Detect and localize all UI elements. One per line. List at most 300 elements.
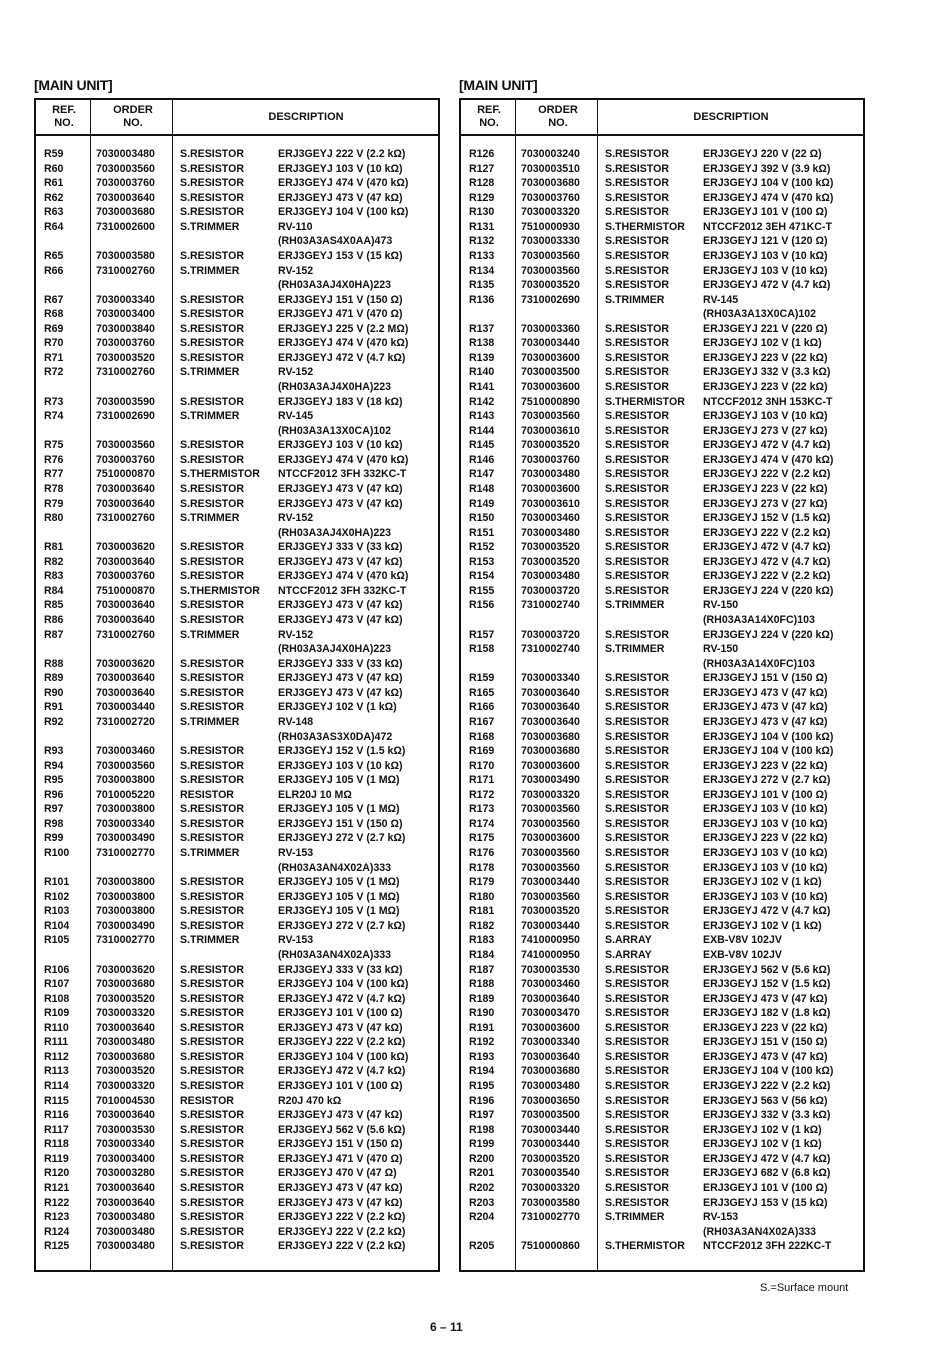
part-value-cell: (RH03A3AN4X02A)333 — [278, 948, 392, 961]
order-no-cell: 7030003680 — [521, 1065, 580, 1078]
part-type-cell: S.RESISTOR — [605, 890, 669, 903]
part-value-cell: ERJ3GEYJ 472 V (4.7 kΩ) — [703, 1152, 831, 1165]
ref-no-cell: R167 — [469, 715, 495, 728]
order-no-cell: 7030003620 — [96, 963, 155, 976]
order-no-cell — [92, 730, 174, 745]
part-type-cell: S.TRIMMER — [605, 599, 665, 612]
part-value-cell: ERJ3GEYJ 152 V (1.5 kΩ) — [703, 512, 831, 525]
table-row — [36, 482, 438, 497]
table-row — [461, 424, 863, 439]
ref-no-cell: R105 — [44, 934, 70, 947]
order-no-cell: 7510000890 — [521, 395, 580, 408]
part-value-cell: (RH03A3AS4X0AA)473 — [278, 235, 393, 248]
part-type-cell: S.RESISTOR — [180, 759, 244, 772]
ref-no-cell: R165 — [469, 686, 495, 699]
order-no-cell: 7010005220 — [96, 788, 155, 801]
ref-no-cell: R113 — [44, 1065, 69, 1078]
part-type-cell: S.RESISTOR — [180, 1007, 244, 1020]
table-row — [36, 730, 438, 745]
ref-no-cell: R136 — [469, 293, 495, 306]
ref-no-cell: R75 — [44, 439, 64, 452]
table-row — [461, 1064, 863, 1079]
ref-no-cell: R181 — [469, 905, 495, 918]
part-type-cell: S.RESISTOR — [605, 453, 669, 466]
order-no-cell: 7310002690 — [521, 293, 580, 306]
table-row — [36, 293, 438, 308]
table-row — [461, 919, 863, 934]
part-type-cell: S.RESISTOR — [605, 963, 669, 976]
order-no-cell: 7030003280 — [96, 1167, 155, 1180]
table-row — [36, 744, 438, 759]
order-no-cell: 7030003520 — [521, 541, 580, 554]
order-no-cell: 7030003760 — [96, 177, 155, 190]
part-value-cell: ERJ3GEYJ 222 V (2.2 kΩ) — [703, 526, 831, 539]
part-value-cell: ERJ3GEYJ 222 V (2.2 kΩ) — [703, 468, 831, 481]
table-row — [461, 584, 863, 599]
part-type-cell: S.RESISTOR — [605, 381, 669, 393]
ref-no-cell: R121 — [44, 1181, 70, 1194]
ref-no-cell: R134 — [469, 264, 495, 277]
table-row — [36, 1166, 438, 1181]
order-no-cell: 7030003520 — [521, 905, 580, 918]
table-row — [36, 919, 438, 934]
order-no-cell: 7030003560 — [96, 439, 155, 452]
table-row — [36, 933, 438, 948]
ref-no-cell: R169 — [469, 745, 495, 758]
table-row — [461, 1123, 863, 1138]
order-no-cell: 7030003460 — [521, 512, 580, 525]
ref-no-cell: R76 — [44, 453, 64, 466]
ref-no-cell: R98 — [44, 817, 64, 830]
order-no-cell: 7510000930 — [521, 220, 580, 233]
table-row — [36, 831, 438, 846]
order-no-cell — [517, 307, 599, 322]
order-no-cell: 7030003440 — [521, 337, 580, 350]
part-value-cell: (RH03A3A14X0FC)103 — [703, 614, 815, 626]
table-row — [36, 1035, 438, 1050]
part-type-cell: S.RESISTOR — [180, 832, 244, 845]
part-type-cell: S.RESISTOR — [180, 1080, 244, 1092]
ref-no-cell: R199 — [469, 1138, 495, 1151]
ref-no-cell: R137 — [469, 322, 495, 335]
part-value-cell: ERJ3GEYJ 103 V (10 kΩ) — [703, 249, 828, 262]
table-row — [36, 963, 438, 978]
part-type-cell: S.TRIMMER — [180, 512, 240, 525]
part-type-cell: S.ARRAY — [605, 948, 652, 961]
order-no-cell: 7030003640 — [96, 191, 155, 204]
part-value-cell: ELR20J 10 MΩ — [278, 788, 352, 801]
order-no-cell: 7030003680 — [521, 745, 580, 758]
order-no-cell: 7030003640 — [96, 1021, 155, 1034]
part-value-cell: ERJ3GEYJ 272 V (2.7 kΩ) — [278, 919, 406, 932]
part-type-cell: S.RESISTOR — [605, 512, 669, 525]
part-value-cell: EXB-V8V 102JV — [703, 934, 782, 947]
part-value-cell: NTCCF2012 3FH 332KC-T — [278, 584, 407, 597]
ref-no-cell: R148 — [469, 482, 495, 495]
table-row — [36, 1094, 438, 1109]
part-value-cell: ERJ3GEYJ 333 V (33 kΩ) — [278, 541, 403, 554]
part-type-cell: S.RESISTOR — [605, 861, 669, 874]
table-row — [461, 1137, 863, 1152]
ref-no-cell: R117 — [44, 1123, 69, 1136]
part-value-cell: RV-152 — [278, 512, 314, 525]
table-row — [461, 293, 863, 308]
part-type-cell: S.RESISTOR — [605, 206, 669, 219]
ref-no-cell: R81 — [44, 541, 64, 554]
ref-no-cell: R195 — [469, 1080, 495, 1092]
order-no-cell: 7310002770 — [521, 1211, 580, 1224]
order-no-cell — [517, 1225, 599, 1240]
ref-no-cell: R114 — [44, 1080, 69, 1092]
part-type-cell: S.RESISTOR — [180, 351, 244, 364]
table-row — [461, 890, 863, 905]
ref-no-cell: R82 — [44, 555, 64, 568]
table-row — [461, 467, 863, 482]
order-no-cell: 7030003320 — [96, 1080, 155, 1092]
part-value-cell: ERJ3GEYJ 473 V (47 kΩ) — [703, 701, 828, 714]
order-no-cell: 7030003530 — [521, 963, 580, 976]
ref-no-cell: R192 — [469, 1036, 495, 1049]
part-value-cell: RV-110 — [278, 220, 313, 233]
part-value-cell: (RH03A3AN4X02A)333 — [703, 1225, 817, 1238]
ref-no-cell: R84 — [44, 584, 64, 597]
part-type-cell: S.RESISTOR — [605, 1138, 669, 1151]
ref-no-cell: R183 — [469, 934, 495, 947]
part-value-cell: NTCCF2012 3NH 153KC-T — [703, 395, 833, 408]
part-value-cell: ERJ3GEYJ 105 V (1 MΩ) — [278, 803, 400, 816]
part-type-cell: S.RESISTOR — [605, 715, 669, 728]
table-row — [461, 598, 863, 613]
order-no-cell: 7030003560 — [521, 410, 580, 423]
part-type-cell: S.RESISTOR — [180, 978, 244, 991]
table-row — [36, 540, 438, 555]
order-no-cell: 7030003480 — [521, 526, 580, 539]
table-row — [36, 555, 438, 570]
part-value-cell: ERJ3GEYJ 392 V (3.9 kΩ) — [703, 162, 831, 175]
parts-table — [459, 98, 865, 1272]
table-row — [36, 642, 438, 657]
part-type-cell: S.RESISTOR — [605, 1196, 669, 1209]
ref-no-cell: R189 — [469, 992, 495, 1005]
order-no-cell: 7310002760 — [96, 512, 155, 525]
part-type-cell: S.RESISTOR — [180, 905, 244, 918]
order-no-cell: 7030003520 — [96, 992, 155, 1005]
part-value-cell: ERJ3GEYJ 101 V (100 Ω) — [278, 1007, 403, 1020]
table-row — [461, 1152, 863, 1167]
order-no-cell: 7030003590 — [96, 395, 155, 408]
part-value-cell: ERJ3GEYJ 473 V (47 kΩ) — [278, 497, 403, 510]
part-value-cell: (RH03A3A13X0CA)102 — [278, 424, 392, 437]
table-row — [36, 788, 438, 803]
table-row — [36, 322, 438, 337]
part-type-cell: S.RESISTOR — [180, 1123, 244, 1136]
part-type-cell: S.RESISTOR — [605, 1167, 669, 1180]
table-row — [461, 511, 863, 526]
part-value-cell: ERJ3GEYJ 152 V (1.5 kΩ) — [703, 978, 831, 991]
part-type-cell — [599, 657, 703, 672]
table-row — [36, 395, 438, 410]
part-type-cell: S.RESISTOR — [605, 788, 669, 801]
order-no-cell: 7030003490 — [96, 832, 155, 845]
part-value-cell: ERJ3GEYJ 151 V (150 Ω) — [278, 817, 403, 830]
order-no-cell: 7030003400 — [96, 308, 155, 321]
part-value-cell: ERJ3GEYJ 473 V (47 kΩ) — [278, 1181, 403, 1194]
part-type-cell: S.RESISTOR — [180, 1181, 244, 1194]
part-value-cell: ERJ3GEYJ 105 V (1 MΩ) — [278, 905, 400, 918]
ref-no-cell: R176 — [469, 847, 495, 859]
table-row — [461, 1006, 863, 1021]
ref-no-cell: R80 — [44, 512, 64, 525]
order-no-cell: 7310002740 — [521, 599, 580, 612]
part-value-cell: ERJ3GEYJ 104 V (100 kΩ) — [278, 206, 409, 219]
part-value-cell: ERJ3GEYJ 103 V (10 kΩ) — [703, 847, 828, 859]
part-type-cell: S.RESISTOR — [605, 919, 669, 932]
order-no-cell: 7310002690 — [96, 410, 155, 423]
part-type-cell: S.RESISTOR — [605, 235, 669, 248]
ref-no-cell: R138 — [469, 337, 495, 350]
table-row — [36, 773, 438, 788]
order-no-cell: 7030003480 — [96, 1240, 155, 1253]
table-row — [461, 657, 863, 672]
table-row — [36, 846, 438, 861]
part-type-cell: S.RESISTOR — [605, 730, 669, 743]
table-row — [461, 628, 863, 643]
part-type-cell: S.RESISTOR — [180, 555, 244, 568]
order-no-cell: 7030003480 — [96, 1225, 155, 1238]
part-type-cell: S.RESISTOR — [605, 1123, 669, 1136]
part-value-cell: ERJ3GEYJ 151 V (150 Ω) — [703, 1036, 828, 1049]
part-value-cell: ERJ3GEYJ 103 V (10 kΩ) — [703, 861, 828, 874]
part-type-cell: S.RESISTOR — [605, 410, 669, 423]
order-no-cell — [92, 380, 174, 395]
order-no-cell: 7030003720 — [521, 628, 580, 641]
part-value-cell: ERJ3GEYJ 105 V (1 MΩ) — [278, 774, 400, 787]
part-value-cell: ERJ3GEYJ 102 V (1 kΩ) — [703, 337, 822, 350]
part-type-cell: S.RESISTOR — [180, 395, 244, 408]
ref-no-cell: R73 — [44, 395, 64, 408]
part-value-cell: RV-150 — [703, 643, 739, 656]
order-no-cell: 7030003760 — [96, 570, 155, 583]
part-type-cell: S.RESISTOR — [180, 919, 244, 932]
table-row — [36, 1050, 438, 1065]
ref-no-cell: R125 — [44, 1240, 70, 1253]
part-type-cell: RESISTOR — [180, 1094, 234, 1107]
table-row — [461, 1225, 863, 1240]
table-rows — [461, 136, 863, 1254]
part-value-cell: ERJ3GEYJ 104 V (100 kΩ) — [703, 1065, 834, 1078]
order-no-cell: 7030003320 — [521, 206, 580, 219]
ref-no-cell: R144 — [469, 424, 495, 437]
ref-no-cell — [36, 278, 92, 293]
part-value-cell: ERJ3GEYJ 222 V (2.2 kΩ) — [278, 1225, 406, 1238]
part-value-cell: NTCCF2012 3FH 332KC-T — [278, 468, 407, 481]
order-no-cell: 7030003520 — [521, 1152, 580, 1165]
ref-no-cell: R64 — [44, 220, 64, 233]
part-value-cell: ERJ3GEYJ 473 V (47 kΩ) — [278, 672, 403, 685]
ref-no-cell: R179 — [469, 876, 495, 889]
part-value-cell: ERJ3GEYJ 105 V (1 MΩ) — [278, 876, 400, 889]
part-value-cell: ERJ3GEYJ 183 V (18 kΩ) — [278, 395, 403, 408]
header-description: DESCRIPTION — [693, 110, 769, 123]
part-value-cell: ERJ3GEYJ 563 V (56 kΩ) — [703, 1094, 828, 1107]
table-row — [461, 497, 863, 512]
table-row — [36, 598, 438, 613]
order-no-cell: 7030003640 — [96, 1109, 155, 1122]
order-no-cell: 7030003330 — [521, 235, 580, 248]
table-row — [36, 307, 438, 322]
part-value-cell: ERJ3GEYJ 473 V (47 kΩ) — [278, 599, 403, 612]
part-value-cell: ERJ3GEYJ 103 V (10 kΩ) — [278, 162, 403, 175]
table-row — [461, 1108, 863, 1123]
part-value-cell: ERJ3GEYJ 471 V (470 Ω) — [278, 308, 403, 321]
part-value-cell: RV-145 — [703, 293, 739, 306]
part-value-cell: (RH03A3AN4X02A)333 — [278, 861, 392, 874]
part-type-cell: S.TRIMMER — [180, 220, 240, 233]
part-value-cell: ERJ3GEYJ 121 V (120 Ω) — [703, 235, 828, 248]
order-no-cell: 7030003520 — [521, 439, 580, 452]
order-no-cell: 7030003640 — [521, 992, 580, 1005]
part-type-cell: S.TRIMMER — [180, 410, 240, 423]
table-row — [36, 759, 438, 774]
order-no-cell: 7030003560 — [521, 817, 580, 830]
table-row — [36, 1006, 438, 1021]
table-row — [461, 249, 863, 264]
part-value-cell: ERJ3GEYJ 105 V (1 MΩ) — [278, 890, 400, 903]
table-header — [36, 100, 438, 136]
ref-no-cell: R190 — [469, 1007, 495, 1020]
part-type-cell: S.RESISTOR — [180, 191, 244, 204]
part-value-cell: ERJ3GEYJ 220 V (22 Ω) — [703, 148, 822, 160]
order-no-cell: 7030003440 — [96, 701, 155, 714]
order-no-cell: 7030003620 — [96, 657, 155, 670]
part-type-cell: S.RESISTOR — [605, 424, 669, 437]
part-type-cell: S.RESISTOR — [605, 978, 669, 991]
part-type-cell: S.RESISTOR — [180, 453, 244, 466]
ref-no-cell: R123 — [44, 1211, 70, 1224]
ref-no-cell: R65 — [44, 249, 64, 262]
order-no-cell: 7030003320 — [521, 788, 580, 801]
part-type-cell: S.RESISTOR — [180, 1138, 244, 1151]
table-row — [461, 176, 863, 191]
ref-no-cell: R139 — [469, 351, 495, 364]
part-value-cell: ERJ3GEYJ 273 V (27 kΩ) — [703, 424, 828, 437]
table-row — [461, 817, 863, 832]
part-value-cell: ERJ3GEYJ 272 V (2.7 kΩ) — [703, 774, 831, 787]
part-value-cell: ERJ3GEYJ 472 V (4.7 kΩ) — [703, 439, 831, 452]
part-type-cell: S.RESISTOR — [605, 847, 669, 859]
ref-no-cell: R140 — [469, 366, 495, 379]
ref-no-cell: R201 — [469, 1167, 495, 1180]
ref-no-cell: R173 — [469, 803, 495, 816]
ref-no-cell: R90 — [44, 686, 64, 699]
table-row — [461, 1210, 863, 1225]
part-type-cell: S.RESISTOR — [605, 555, 669, 568]
left-parts-panel — [34, 76, 440, 1272]
ref-no-cell: R86 — [44, 614, 64, 626]
ref-no-cell: R133 — [469, 249, 495, 262]
part-value-cell: (RH03A3AJ4X0HA)223 — [278, 279, 392, 292]
order-no-cell: 7030003600 — [521, 832, 580, 845]
ref-no-cell: R118 — [44, 1138, 69, 1151]
part-value-cell: ERJ3GEYJ 472 V (4.7 kΩ) — [278, 1065, 406, 1078]
part-value-cell: ERJ3GEYJ 104 V (100 kΩ) — [703, 730, 834, 743]
table-row — [36, 1152, 438, 1167]
footnote: S.=Surface mount — [760, 1282, 849, 1294]
table-row — [36, 176, 438, 191]
part-type-cell: S.RESISTOR — [605, 1181, 669, 1194]
ref-no-cell: R103 — [44, 905, 70, 918]
part-type-cell: S.THERMISTOR — [180, 468, 260, 481]
part-value-cell: ERJ3GEYJ 103 V (10 kΩ) — [703, 264, 828, 277]
part-value-cell: ERJ3GEYJ 472 V (4.7 kΩ) — [703, 279, 831, 292]
order-no-cell: 7030003340 — [521, 672, 580, 685]
ref-no-cell: R188 — [469, 978, 495, 991]
ref-no-cell — [461, 657, 517, 672]
part-value-cell: ERJ3GEYJ 473 V (47 kΩ) — [278, 555, 403, 568]
unit-title: [MAIN UNIT] — [34, 77, 113, 93]
table-row — [461, 453, 863, 468]
part-value-cell: ERJ3GEYJ 222 V (2.2 kΩ) — [703, 570, 831, 583]
part-value-cell: ERJ3GEYJ 152 V (1.5 kΩ) — [278, 745, 406, 758]
ref-no-cell: R120 — [44, 1167, 70, 1180]
part-value-cell: ERJ3GEYJ 104 V (100 kΩ) — [703, 177, 834, 190]
order-no-cell: 7030003640 — [96, 614, 155, 626]
ref-no-cell: R143 — [469, 410, 495, 423]
ref-no-cell: R171 — [469, 774, 495, 787]
table-row — [461, 395, 863, 410]
ref-no-cell: R91 — [44, 701, 64, 714]
order-no-cell: 7030003640 — [521, 701, 580, 714]
part-value-cell: ERJ3GEYJ 474 V (470 kΩ) — [278, 177, 409, 190]
table-row — [461, 1181, 863, 1196]
part-value-cell: (RH03A3AJ4X0HA)223 — [278, 381, 392, 393]
table-row — [461, 191, 863, 206]
ref-no-cell: R128 — [469, 177, 495, 190]
part-type-cell: S.RESISTOR — [180, 686, 244, 699]
table-row — [36, 977, 438, 992]
order-no-cell: 7030003760 — [521, 453, 580, 466]
order-no-cell — [517, 613, 599, 628]
part-value-cell: ERJ3GEYJ 221 V (220 Ω) — [703, 322, 828, 335]
part-type-cell: S.RESISTOR — [180, 1050, 244, 1063]
order-no-cell: 7030003800 — [96, 876, 155, 889]
part-value-cell: ERJ3GEYJ 103 V (10 kΩ) — [703, 890, 828, 903]
part-type-cell: S.RESISTOR — [605, 249, 669, 262]
part-value-cell: ERJ3GEYJ 332 V (3.3 kΩ) — [703, 366, 831, 379]
part-type-cell: S.RESISTOR — [605, 992, 669, 1005]
part-value-cell: ERJ3GEYJ 151 V (150 Ω) — [703, 672, 828, 685]
ref-no-cell: R126 — [469, 148, 495, 160]
part-type-cell: S.RESISTOR — [605, 774, 669, 787]
order-no-cell: 7030003460 — [96, 745, 155, 758]
table-row — [461, 482, 863, 497]
order-no-cell: 7030003600 — [521, 381, 580, 393]
part-type-cell: S.RESISTOR — [605, 1109, 669, 1122]
part-type-cell: S.TRIMMER — [605, 1211, 665, 1224]
ref-no-cell: R60 — [44, 162, 64, 175]
header-order-no: ORDER NO. — [538, 104, 578, 129]
table-row — [461, 613, 863, 628]
part-value-cell: RV-152 — [278, 264, 314, 277]
ref-no-cell: R150 — [469, 512, 495, 525]
ref-no-cell: R66 — [44, 264, 64, 277]
ref-no-cell: R107 — [44, 978, 70, 991]
part-value-cell: ERJ3GEYJ 333 V (33 kΩ) — [278, 963, 403, 976]
order-no-cell: 7030003840 — [96, 322, 155, 335]
table-row — [461, 220, 863, 235]
order-no-cell: 7030003680 — [96, 206, 155, 219]
table-row — [36, 992, 438, 1007]
